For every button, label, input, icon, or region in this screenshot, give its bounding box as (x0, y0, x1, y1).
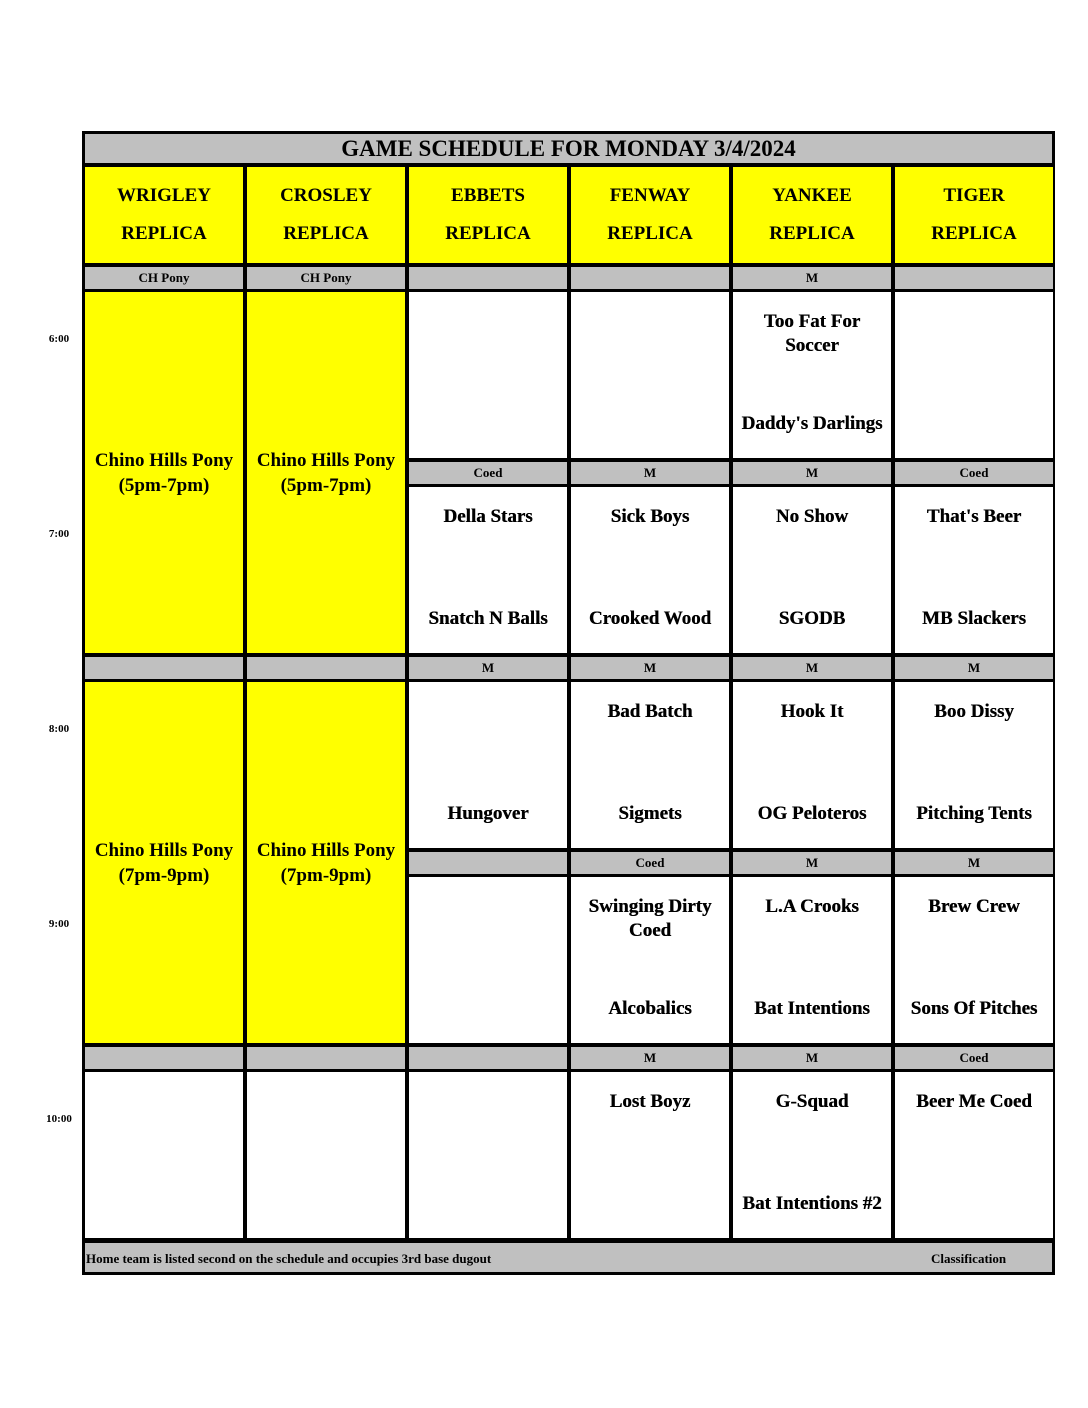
game-cell (247, 1072, 405, 1238)
away-team: G-Squad (775, 1091, 849, 1112)
footer-note: Home team is listed second on the schedule and occupies 3rd base dugout (86, 1251, 492, 1266)
classification-cell (409, 267, 567, 289)
game-cell (733, 487, 891, 653)
field-subtitle: REPLICA (607, 223, 693, 244)
away-team: Boo Dissy (934, 701, 1014, 722)
pony-team: Chino Hills Pony (256, 449, 396, 471)
classification-cell (409, 852, 567, 874)
pony-block (85, 292, 243, 653)
field-header-crosley (247, 167, 405, 263)
classification-cell: M (571, 462, 729, 484)
game-cell (895, 877, 1053, 1043)
field-header-yankee (733, 167, 891, 263)
home-team: Sons Of Pitches (910, 998, 1038, 1019)
game-cell (895, 1072, 1053, 1238)
time-label: 7:00 (48, 528, 70, 540)
home-team: MB Slackers (922, 608, 1026, 629)
field-name: EBBETS (451, 185, 525, 206)
home-team: Bat Intentions (754, 998, 870, 1019)
pony-block (247, 682, 405, 1043)
page-title: GAME SCHEDULE FOR MONDAY 3/4/2024 (85, 134, 1052, 163)
classification-cell (895, 267, 1053, 289)
away-team: Della Stars (443, 506, 533, 527)
footer-classification: Classification (931, 1251, 1007, 1266)
classification-cell (85, 1047, 243, 1069)
field-header-ebbets (409, 167, 567, 263)
classification-cell: CH Pony (85, 267, 243, 289)
away-team: No Show (775, 506, 849, 527)
classification-cell: M (733, 462, 891, 484)
home-team: SGODB (778, 608, 846, 629)
game-cell (733, 877, 891, 1043)
classification-cell: M (895, 657, 1053, 679)
pony-team: Chino Hills Pony (94, 449, 234, 471)
classification-cell (247, 1047, 405, 1069)
home-team: Sigmets (618, 803, 682, 824)
pony-time: (5pm-7pm) (280, 474, 372, 496)
time-label: 9:00 (48, 918, 70, 930)
away-team: Bad Batch (607, 701, 693, 722)
classification-cell: Coed (409, 462, 567, 484)
field-name: CROSLEY (280, 185, 372, 206)
field-subtitle: REPLICA (931, 223, 1017, 244)
game-cell (409, 1072, 567, 1238)
pony-block (247, 292, 405, 653)
game-cell (571, 1072, 729, 1238)
game-cell (409, 877, 567, 1043)
home-team: OG Peloteros (757, 803, 867, 824)
game-cell (733, 292, 891, 458)
away-team: Brew Crew (928, 896, 1020, 917)
home-team: Pitching Tents (916, 803, 1032, 824)
game-cell (895, 682, 1053, 848)
time-label: 10:00 (46, 1113, 72, 1125)
game-cell (571, 682, 729, 848)
pony-block (85, 682, 243, 1043)
home-team: Alcobalics (608, 998, 692, 1019)
field-name: TIGER (943, 185, 1005, 206)
game-cell (409, 682, 567, 848)
classification-cell: M (733, 267, 891, 289)
time-label: 8:00 (48, 723, 70, 735)
classification-cell: M (571, 657, 729, 679)
game-cell (571, 487, 729, 653)
game-cell (85, 1072, 243, 1238)
classification-cell (409, 1047, 567, 1069)
away-team: Hook It (780, 701, 844, 722)
away-team: L.A Crooks (765, 896, 859, 917)
pony-time: (7pm-9pm) (118, 864, 210, 886)
field-header-fenway (571, 167, 729, 263)
home-team: Hungover (447, 803, 529, 824)
classification-cell: Coed (571, 852, 729, 874)
classification-cell (247, 657, 405, 679)
pony-time: (5pm-7pm) (118, 474, 210, 496)
classification-cell: M (409, 657, 567, 679)
home-team: Snatch N Balls (428, 608, 548, 629)
classification-cell: CH Pony (247, 267, 405, 289)
field-subtitle: REPLICA (445, 223, 531, 244)
classification-cell: M (733, 657, 891, 679)
game-cell (895, 487, 1053, 653)
classification-cell: Coed (895, 1047, 1053, 1069)
field-name: YANKEE (772, 185, 852, 206)
pony-team: Chino Hills Pony (256, 839, 396, 861)
away-team: That's Beer (926, 506, 1022, 527)
classification-cell: Coed (895, 462, 1053, 484)
classification-cell: M (571, 1047, 729, 1069)
classification-cell: M (895, 852, 1053, 874)
game-cell (571, 877, 729, 1043)
game-cell (733, 1072, 891, 1238)
classification-cell (571, 267, 729, 289)
field-header-tiger (895, 167, 1053, 263)
time-label: 6:00 (48, 333, 70, 345)
field-subtitle: REPLICA (283, 223, 369, 244)
pony-team: Chino Hills Pony (94, 839, 234, 861)
game-cell (571, 292, 729, 458)
field-header-wrigley (85, 167, 243, 263)
game-cell (733, 682, 891, 848)
away-team: Sick Boys (610, 506, 690, 527)
classification-cell: M (733, 1047, 891, 1069)
field-name: FENWAY (609, 185, 691, 206)
field-subtitle: REPLICA (769, 223, 855, 244)
classification-cell: M (733, 852, 891, 874)
classification-cell (85, 657, 243, 679)
home-team: Daddy's Darlings (741, 413, 883, 434)
away-team: Beer Me Coed (916, 1091, 1032, 1112)
game-cell (409, 487, 567, 653)
home-team: Bat Intentions #2 (742, 1193, 882, 1214)
game-cell (409, 292, 567, 458)
away-team: Swinging Dirty Coed (588, 896, 712, 941)
game-cell (895, 292, 1053, 458)
home-team: Crooked Wood (588, 608, 712, 629)
field-name: WRIGLEY (117, 185, 211, 206)
away-team: Too Fat For Soccer (763, 311, 861, 356)
away-team: Lost Boyz (609, 1091, 691, 1112)
pony-time: (7pm-9pm) (280, 864, 372, 886)
field-subtitle: REPLICA (121, 223, 207, 244)
